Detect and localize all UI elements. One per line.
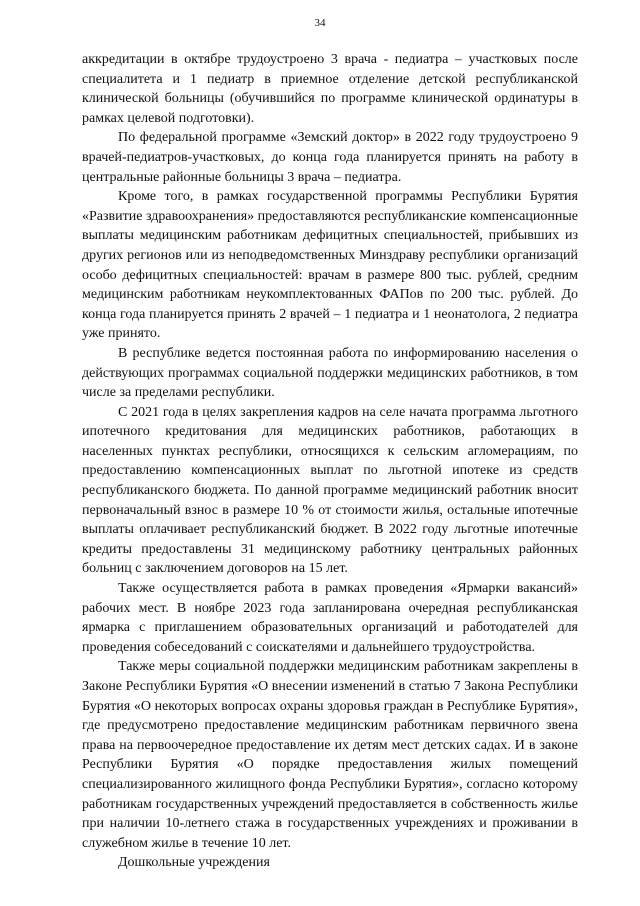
paragraph-informing-population: В республике ведется постоянная работа по информированию населения о действующих программах социальной поддержки медицинских работников, в том числе за пределами республики. (82, 345, 578, 401)
paragraph-compensation-payments: Кроме того, в рамках государственной программы Республики Бурятия «Развитие здравоохранения» предоставляются республиканские компенсационные выплаты медицинским работникам дефицитных специальностей, прибывших из других регионов или из неподведомственных Минздраву республики организаций особо дефицитных специальностей: врачам в размере 800 тыс. рублей, средним медицинским работникам неукомплектованных ФАПов по 200 тыс. рублей. До конца года планируется принять 2 врачей – 1 педиатра и 1 неонатолога, 2 педиатра уже принято. (82, 189, 578, 342)
paragraph-zemsky-doctor: По федеральной программе «Земский доктор» в 2022 году трудоустроено 9 врачей-педиатров-участковых, до конца года планируется принять на работу в центральные районные больницы 3 врача – педиатра. (82, 130, 578, 185)
document-body (82, 50, 578, 873)
paragraph-job-fair: Также осуществляется работа в рамках проведения «Ярмарки вакансий» рабочих мест. В ноябре 2023 года запланирована очередная республиканская ярмарка с приглашением образовательных организаций и работодателей для проведения собеседований с соискателями и дальнейшего трудоустройства. (82, 581, 578, 655)
page-number: 34 (314, 17, 326, 29)
paragraph-preschool-heading: Дошкольные учреждения (118, 855, 270, 871)
paragraph-social-support-laws: Также меры социальной поддержки медицинским работникам закреплены в Законе Республики Бурятия «О внесении изменений в статью 7 Закона Республики Бурятия «О некоторых вопросах охраны здоровья граждан в Республике Бурятия», где предусмотрено предоставление медицинским работникам первичного звена права на первоочередное предоставление их детям мест детских садах. И в законе Республики Бурятия «О порядке предоставления жилых помещений специализированного жилищного фонда Республики Бурятия», согласно которому работникам государственных учреждений предоставляется в собственность жилье при наличии 10-летнего стажа в государственных учреждениях и проживании в служебном жилье в течение 10 лет. (82, 659, 578, 851)
paragraph-mortgage-program: С 2021 года в целях закрепления кадров на селе начата программа льготного ипотечного кредитования для медицинских работников, работающих в населенных пунктах республики, относящихся к сельским агломерациям, по предоставлению компенсационных выплат по льготной ипотеке из средств республиканского бюджета. По данной программе медицинский работник вносит первоначальный взнос в размере 10 % от стоимости жилья, остальные ипотечные выплаты оплачивает республиканский бюджет. В 2022 году льготные ипотечные кредиты предоставлены 31 медицинскому работнику центральных районных больниц с заключением договоров на 15 лет. (82, 404, 578, 577)
paragraph-accreditation: аккредитации в октябре трудоустроено 3 врача - педиатра – участковых после специалитета и 1 педиатр в приемное отделение детской республиканской клинической больницы (обучившийся по программе клинической ординатуры в рамках целевой подготовки). (82, 52, 578, 126)
